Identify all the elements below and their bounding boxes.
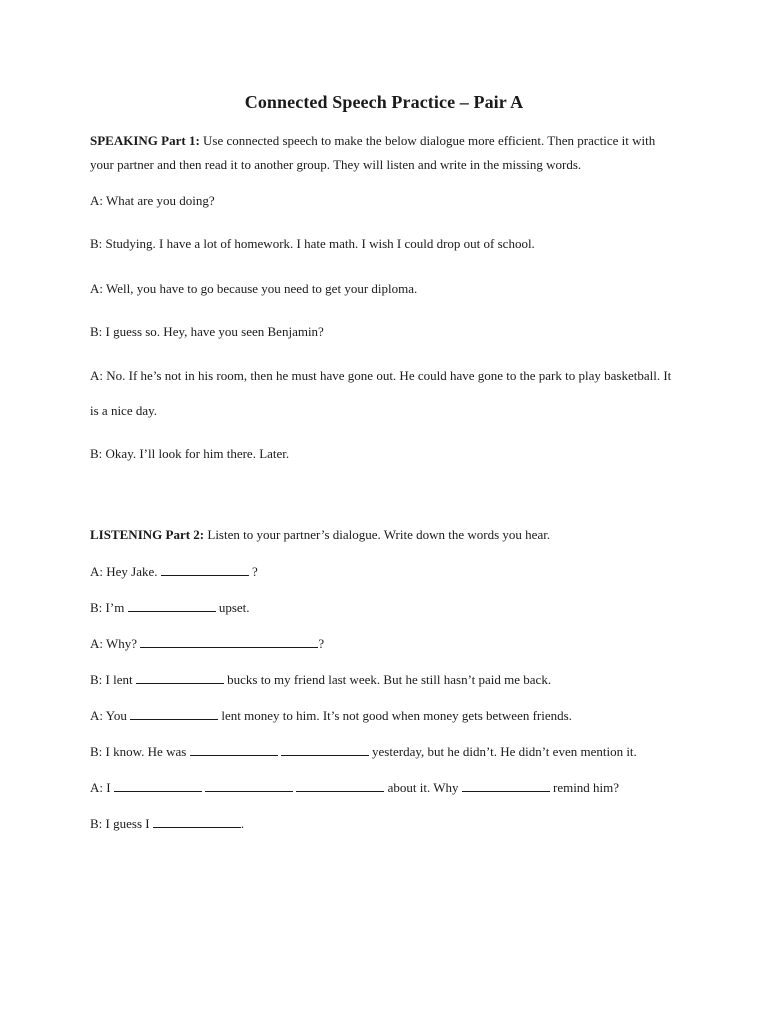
dialogue-line: A: No. If he’s not in his room, then he must have gone out. He could have gone to the park to play basketball. It	[90, 368, 672, 383]
listening-instruction-text: Listen to your partner’s dialogue. Write down the words you hear.	[204, 527, 551, 542]
page-title: Connected Speech Practice – Pair A	[244, 92, 524, 112]
dialogue-line: A: What are you doing?	[90, 193, 215, 208]
fill-in-blank[interactable]	[140, 636, 318, 648]
dialogue-line: A: Well, you have to go because you need to get your diploma.	[90, 281, 418, 296]
dialogue-line-continued: is a nice day.	[90, 403, 158, 418]
fill-in-blank[interactable]	[153, 816, 241, 828]
line-text: ?	[248, 564, 258, 579]
fill-in-blank[interactable]	[130, 708, 218, 720]
line-text: bucks to my friend last week. But he still hasn’t paid me back.	[223, 672, 552, 687]
fill-in-blank[interactable]	[205, 780, 293, 792]
line-text: about it. Why	[384, 780, 462, 795]
line-text: B: I know. He was	[90, 744, 190, 759]
fill-in-blank[interactable]	[281, 744, 369, 756]
dialogue-line: B: Studying. I have a lot of homework. I hate math. I wish I could drop out of school.	[90, 236, 535, 251]
fill-in-blank[interactable]	[190, 744, 278, 756]
fill-in-blank[interactable]	[161, 564, 249, 576]
line-text: lent money to him. It’s not good when money gets between friends.	[218, 708, 572, 723]
fill-in-blank[interactable]	[296, 780, 384, 792]
line-text: .	[240, 816, 245, 831]
line-text: B: I lent	[90, 672, 136, 687]
fill-in-blank[interactable]	[128, 600, 216, 612]
line-text: B: I’m	[90, 600, 128, 615]
listening-heading: LISTENING Part 2:	[90, 527, 205, 542]
listening-line	[90, 636, 324, 652]
speaking-instruction-text: Use connected speech to make the below dialogue more efficient. Then practice it with	[199, 133, 656, 148]
line-text: A: Why?	[90, 636, 141, 651]
dialogue-line: B: Okay. I’ll look for him there. Later.	[90, 446, 290, 461]
fill-in-blank[interactable]	[114, 780, 202, 792]
line-text: A: I	[90, 780, 114, 795]
listening-instruction	[90, 527, 550, 543]
listening-line	[90, 708, 572, 724]
line-text: A: Hey Jake.	[90, 564, 161, 579]
line-text: upset.	[215, 600, 250, 615]
line-text: B: I guess I	[90, 816, 153, 831]
listening-line	[90, 780, 619, 796]
listening-line	[90, 744, 637, 760]
line-text: A: You	[90, 708, 131, 723]
listening-line	[90, 816, 244, 832]
line-text: remind him?	[549, 780, 620, 795]
listening-line	[90, 600, 250, 616]
speaking-instruction-line-2: your partner and then read it to another group. They will listen and write in the missing words.	[90, 157, 582, 172]
dialogue-line: B: I guess so. Hey, have you seen Benjamin?	[90, 324, 324, 339]
speaking-instruction-line-1	[90, 133, 655, 149]
line-text: yesterday, but he didn’t. He didn’t even mention it.	[368, 744, 637, 759]
line-text: ?	[318, 636, 325, 651]
speaking-heading: SPEAKING Part 1:	[90, 133, 200, 148]
listening-line	[90, 564, 258, 580]
fill-in-blank[interactable]	[136, 672, 224, 684]
fill-in-blank[interactable]	[462, 780, 550, 792]
listening-line	[90, 672, 551, 688]
